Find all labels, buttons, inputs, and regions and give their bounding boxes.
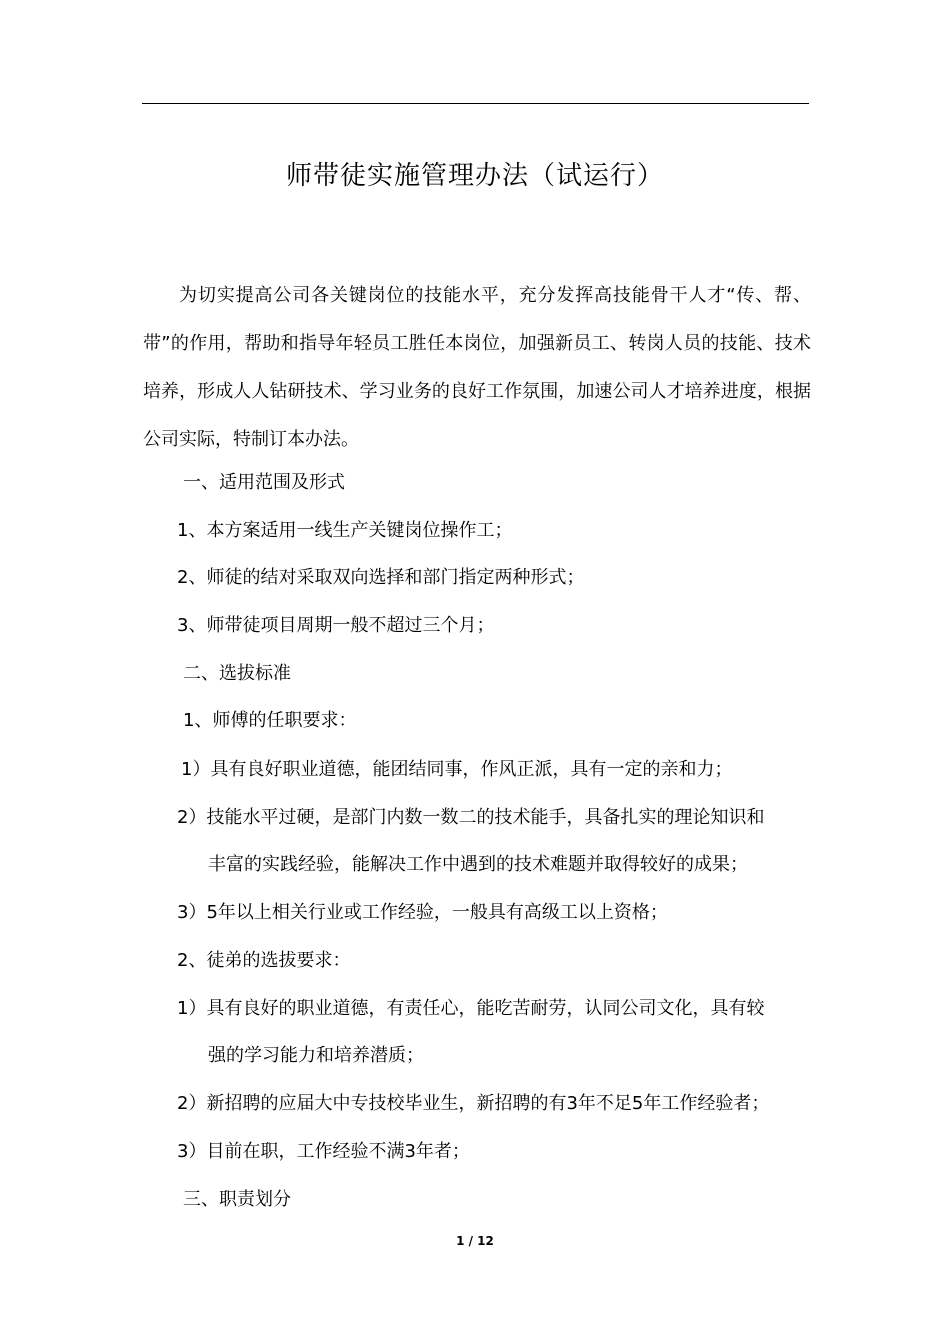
list-item: 2）新招聘的应届大中专技校毕业生，新招聘的有3年不足5年工作经验者； xyxy=(177,1093,770,1114)
section-heading-criteria: 二、选拔标准 xyxy=(183,663,291,684)
list-item: 2、师徒的结对采取双向选择和部门指定两种形式； xyxy=(177,567,585,588)
section-heading-duties: 三、职责划分 xyxy=(183,1189,291,1210)
page-indicator: 1 / 12 xyxy=(456,1234,494,1248)
list-item: 3）目前在职，工作经验不满3年者； xyxy=(177,1141,470,1162)
section-heading-scope: 一、适用范围及形式 xyxy=(183,472,345,493)
list-item: 1）具有良好的职业道德，有责任心，能吃苦耐劳，认同公司文化，具有较 xyxy=(177,998,765,1019)
list-item: 3、师带徒项目周期一般不超过三个月； xyxy=(177,615,495,636)
list-item: 2、徒弟的选拔要求： xyxy=(177,950,351,971)
list-item: 1、本方案适用一线生产关键岗位操作工； xyxy=(177,520,513,541)
list-item: 2）技能水平过硬，是部门内数一数二的技术能手，具备扎实的理论知识和 xyxy=(177,807,765,828)
document-title: 师带徒实施管理办法（试运行） xyxy=(285,161,664,191)
list-item-continuation: 强的学习能力和培养潜质； xyxy=(208,1045,424,1066)
intro-paragraph: 为切实提高公司各关键岗位的技能水平，充分发挥高技能骨干人才“传、帮、带”的作用，帮助和指导年轻员工胜任本岗位，加强新员工、转岗人员的技能、技术培养，形成人人钻研技术、学习业务的良好工作氛围，加速公司人才培养进度，根据公司实际，特制订本办法。 xyxy=(143,285,811,450)
list-item: 1）具有良好职业道德，能团结同事，作风正派，具有一定的亲和力； xyxy=(181,759,733,780)
header-rule xyxy=(142,103,809,104)
list-item: 1、师傅的任职要求： xyxy=(183,710,357,731)
list-item-continuation: 丰富的实践经验，能解决工作中遇到的技术难题并取得较好的成果； xyxy=(208,854,748,875)
list-item: 3）5年以上相关行业或工作经验，一般具有高级工以上资格； xyxy=(177,902,668,923)
